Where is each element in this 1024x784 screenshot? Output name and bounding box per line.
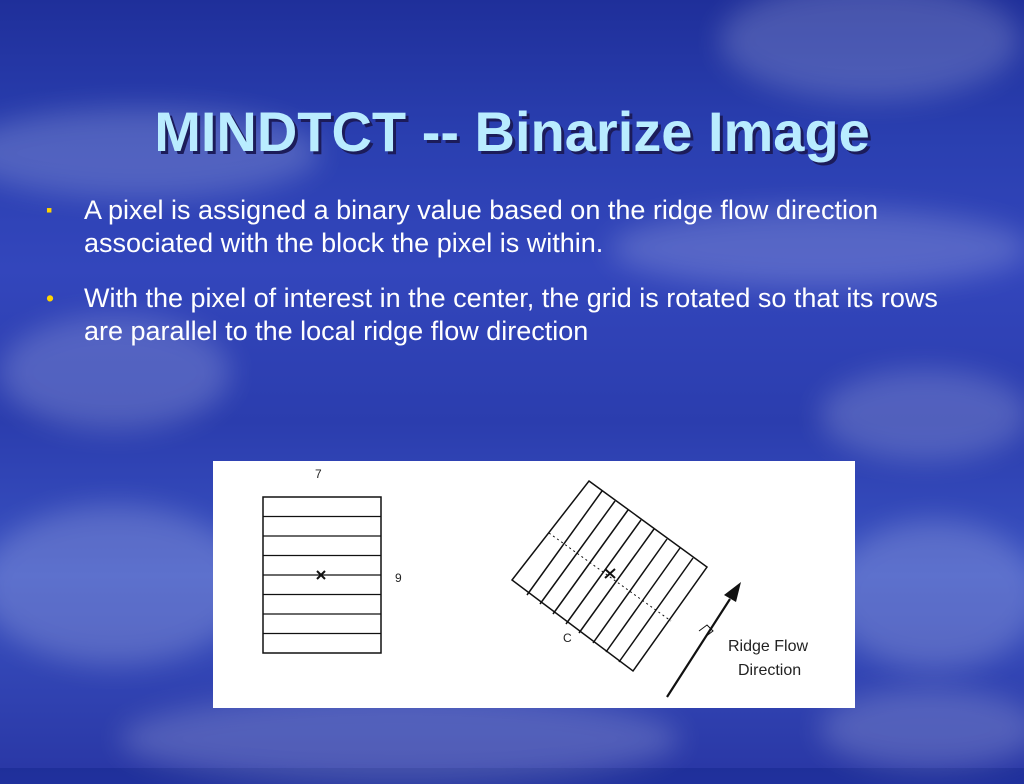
center-label: C (563, 631, 572, 645)
round-bullet-icon: • (46, 285, 55, 311)
bullet-text-2: With the pixel of interest in the center, the grid is rotated so that its rows are parallel to the local ridge flow direction (84, 283, 938, 346)
rotated-grid-row-line (593, 539, 667, 643)
ridge-flow-arrow (667, 599, 730, 697)
rotated-grid-row-line (579, 529, 654, 633)
right-label: 9 (395, 571, 402, 585)
rotated-grid-row-line (553, 510, 628, 614)
top-label: 7 (315, 467, 322, 481)
rotated-grid-row-line (540, 501, 615, 604)
slide-title: MINDTCT -- Binarize Image (154, 99, 870, 163)
ridge-flow-arrowhead-icon (724, 582, 741, 602)
bullet-list (44, 194, 984, 370)
rotated-grid-row-line (527, 491, 602, 595)
ridge-flow-label-line-2: Direction (738, 662, 802, 679)
bullet-item-1 (44, 194, 984, 260)
unrotated-grid (263, 467, 402, 653)
ridge-flow-label-line-1: Ridge Flow (728, 638, 809, 655)
rotated-grid (512, 481, 808, 697)
square-bullet-icon: ▪ (46, 200, 53, 220)
rotated-grid-center-line (549, 533, 671, 621)
rotated-grid-row-line (606, 548, 680, 652)
bullet-text-1: A pixel is assigned a binary value based on the ridge flow direction associated with the block the pixel is within. (84, 195, 878, 258)
bullet-item-2 (44, 282, 984, 348)
binarize-diagram (213, 461, 855, 708)
diagram-svg (213, 461, 855, 708)
rotated-grid-row-line (566, 520, 641, 624)
